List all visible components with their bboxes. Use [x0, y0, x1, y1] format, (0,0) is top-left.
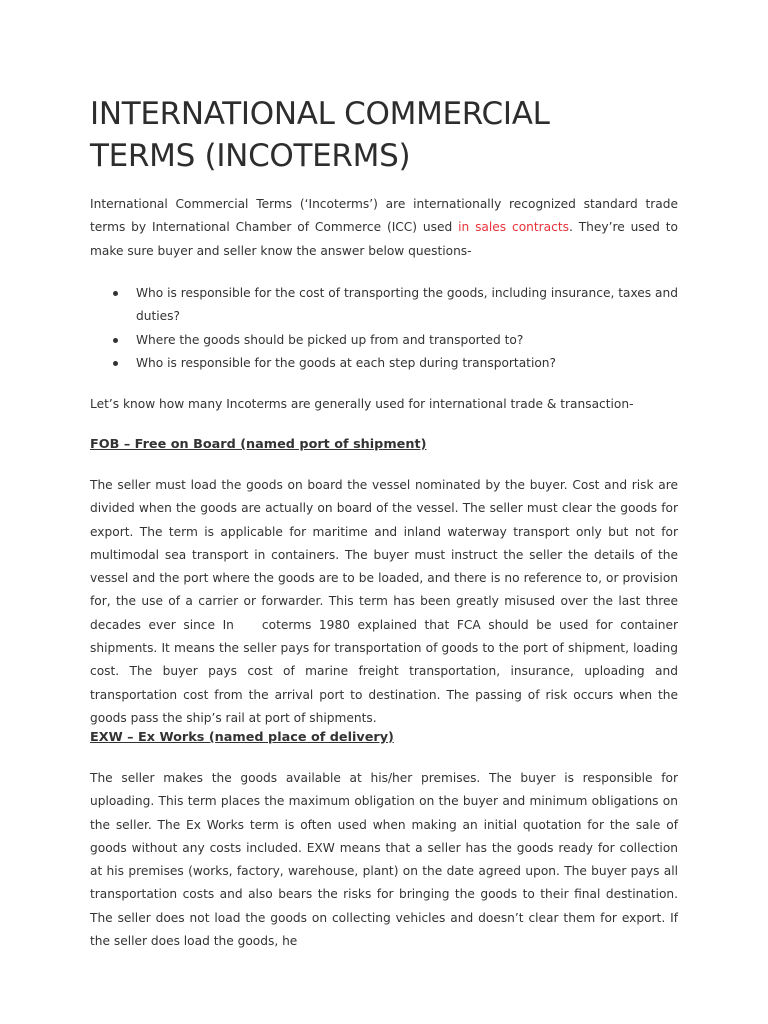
list-item [90, 329, 678, 352]
question-text: Who is responsible for the cost of transporting the goods, including insurance, taxes and duties? [136, 286, 678, 324]
bullet-icon [113, 291, 118, 296]
page-title-line-2: TERMS (INCOTERMS) [90, 138, 411, 174]
exw-paragraph: The seller makes the goods available at his/her premises. The buyer is responsible for uploading. This term places the maximum obligation on the buyer and minimum obligations on the seller. The Ex Works term is often used when making an initial quotation for the sale of goods without any costs included. EXW means that a seller has the goods ready for collection at his premises (works, factory, warehouse, plant) on the date agreed upon. The buyer pays all transportation costs and also bears the risks for bringing the goods to their final destination. The seller does not load the goods on collecting vehicles and doesn’t clear them for export. If the seller does load the goods, he [90, 771, 678, 949]
question-text: Who is responsible for the goods at each step during transportation? [136, 355, 556, 370]
page-title-line-1: INTERNATIONAL COMMERCIAL [90, 96, 550, 132]
intro-text-end: . They’re used to make sure buyer and seller know the answer below questions- [90, 220, 678, 258]
questions-list [90, 282, 678, 375]
fob-paragraph [90, 474, 678, 730]
fob-text-part-2: coterms 1980 explained that FCA should be used for container shipments. It means the seller pays for transportation of goods to the port of shipment, loading cost. The buyer pays cost of marine freight transportation, insurance, uploading and transportation cost from the arrival port to destination. The passing of risk occurs when the goods pass the ship’s rail at port of shipments. [90, 617, 678, 725]
bullet-icon [113, 338, 118, 343]
lead-in-paragraph: Let’s know how many Incoterms are generally used for international trade & transaction- [90, 397, 634, 411]
bullet-icon [113, 361, 118, 366]
intro-text-start: International Commercial Terms (‘Incoterms’) are internationally recognized standard trade terms by International Chamber of Commerce (ICC) used [90, 197, 678, 235]
fob-text-part-1: The seller must load the goods on board the vessel nominated by the buyer. Cost and risk are divided when the goods are actually on board of the vessel. The seller must clear the goods for export. The term is applicable for maritime and inland waterway transport only but not for multimodal sea transport in containers. The buyer must instruct the seller the details of the vessel and the port where the goods are to be loaded, and there is no reference to, or provision for, the use of a carrier or forwarder. This term has been greatly misused over the last three decades ever since In [90, 478, 678, 632]
question-text: Where the goods should be picked up from and transported to? [136, 332, 524, 347]
exw-heading: EXW – Ex Works (named place of delivery) [90, 730, 394, 745]
fob-heading: FOB – Free on Board (named port of shipment) [90, 437, 427, 452]
list-item [90, 282, 678, 329]
list-item [90, 352, 678, 375]
sales-contracts-link[interactable]: in sales contracts [458, 220, 569, 235]
page-title [90, 93, 690, 177]
intro-paragraph [90, 193, 678, 263]
